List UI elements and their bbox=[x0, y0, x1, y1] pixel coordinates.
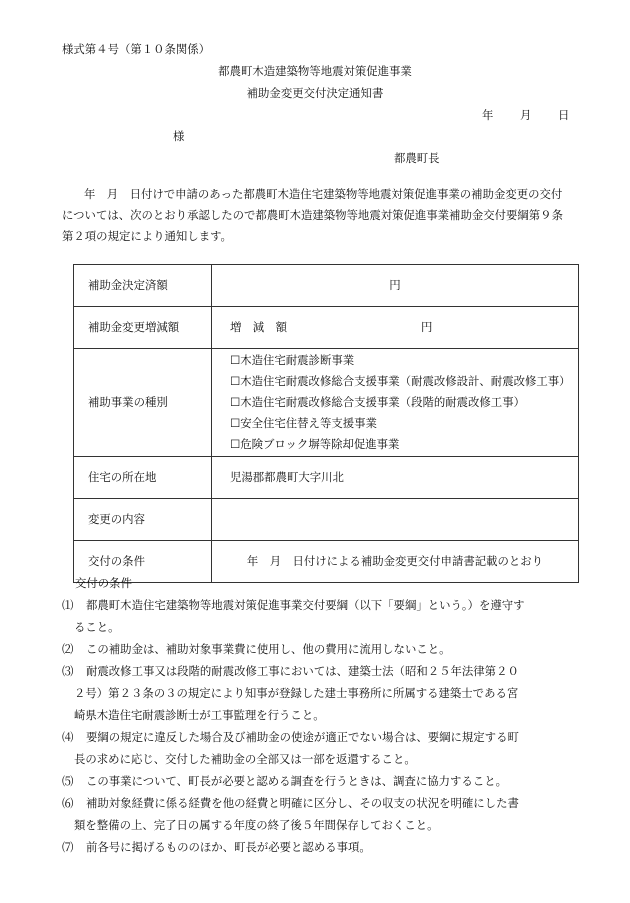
table-row bbox=[74, 349, 579, 457]
item-number: ⑺ bbox=[62, 840, 74, 854]
item-text: この補助金は、補助対象事業費に使用し、他の費用に流用しないこと。 bbox=[86, 642, 451, 656]
issuer-name: 都農町長 bbox=[394, 151, 440, 165]
item-text: 崎県木造住宅耐震診断士が工事監理を行うこと。 bbox=[74, 708, 325, 722]
item-number: ⑹ bbox=[62, 796, 74, 810]
notice-body: 年 月 日付けで申請のあった都農町木造住宅建築物等地震対策促進事業の補助金変更の交付については、次のとおり承認したので都農町木造建築物等地震対策促進事業補助金交付要綱第９条第２項の規定により通知します。 bbox=[62, 187, 563, 243]
row-label: 交付の条件 bbox=[74, 541, 212, 583]
item-text: 耐震改修工事又は段階的耐震改修工事においては、建築士法（昭和２５年法律第２０ bbox=[86, 664, 519, 678]
condition-item-4 bbox=[62, 726, 578, 770]
item-text: この事業について、町長が必要と認める調査を行うときは、調査に協力すること。 bbox=[86, 774, 507, 788]
item-text: 前各号に掲げるもののほか、町長が必要と認める事項。 bbox=[86, 840, 371, 854]
row-label: 補助金変更増減額 bbox=[74, 307, 212, 349]
option-checkbox[interactable]: ☐木造住宅耐震診断事業 bbox=[230, 353, 355, 367]
table-row bbox=[74, 457, 579, 499]
row-label: 変更の内容 bbox=[74, 499, 212, 541]
item-number: ⑶ bbox=[62, 664, 74, 678]
table-row bbox=[74, 265, 579, 307]
item-text: 補助対象経費に係る経費を他の経費と明確に区分し、その収支の状況を明確にした書 bbox=[86, 796, 519, 810]
item-text: ること。 bbox=[74, 620, 120, 634]
form-number: 様式第４号（第１０条関係） bbox=[62, 42, 211, 56]
item-number: ⑸ bbox=[62, 774, 74, 788]
change-amount-unit: 円 bbox=[420, 319, 433, 334]
item-text: 都農町木造住宅建築物等地震対策促進事業交付要綱（以下「要綱」という。）を遵守す bbox=[86, 598, 525, 612]
grant-table bbox=[73, 264, 579, 583]
condition-item-2 bbox=[62, 638, 578, 660]
item-text: 長の求めに応じ、交付した補助金の全部又は一部を返還すること。 bbox=[74, 752, 416, 766]
row-value: 年 月 日付けによる補助金変更交付申請書記載のとおり bbox=[212, 541, 579, 583]
item-text: 要綱の規定に違反した場合及び補助金の使途が適正でない場合は、要綱に規定する町 bbox=[86, 730, 519, 744]
item-number: ⑷ bbox=[62, 730, 74, 744]
row-value bbox=[212, 499, 579, 541]
row-label: 住宅の所在地 bbox=[74, 457, 212, 499]
date-day: 日 bbox=[558, 108, 570, 122]
condition-item-6 bbox=[62, 792, 578, 836]
option-checkbox[interactable]: ☐木造住宅耐震改修総合支援事業（段階的耐震改修工事） bbox=[230, 395, 525, 409]
item-number: ⑵ bbox=[62, 642, 74, 656]
conditions-heading: 交付の条件 bbox=[75, 576, 132, 590]
date-month: 月 bbox=[520, 108, 532, 122]
document-title-line1: 都農町木造建築物等地震対策促進事業 bbox=[218, 64, 412, 78]
option-checkbox[interactable]: ☐安全住宅住替え等支援事業 bbox=[230, 416, 377, 430]
row-value: 円 bbox=[212, 265, 579, 307]
item-text: ２号）第２３条の３の規定により知事が登録した建士事務所に所属する建築士である宮 bbox=[74, 686, 519, 700]
item-number: ⑴ bbox=[62, 598, 74, 612]
issue-date bbox=[482, 110, 569, 121]
condition-item-7 bbox=[62, 836, 578, 858]
row-label: 補助金決定済額 bbox=[74, 265, 212, 307]
document-title-line2: 補助金変更交付決定通知書 bbox=[246, 86, 384, 100]
addressee-suffix: 様 bbox=[173, 129, 185, 143]
table-row bbox=[74, 499, 579, 541]
option-checkbox[interactable]: ☐木造住宅耐震改修総合支援事業（耐震改修設計、耐震改修工事） bbox=[230, 374, 571, 388]
date-year: 年 bbox=[482, 108, 494, 122]
condition-item-1 bbox=[62, 594, 578, 638]
row-value: 児湯郡都農町大字川北 bbox=[212, 457, 579, 499]
project-type-options bbox=[212, 349, 579, 457]
condition-item-5 bbox=[62, 770, 578, 792]
item-text: 類を整備の上、完了日の属する年度の終了後５年間保存しておくこと。 bbox=[74, 818, 439, 832]
table-row bbox=[74, 541, 579, 583]
row-value bbox=[212, 307, 579, 349]
row-label: 補助事業の種別 bbox=[74, 349, 212, 457]
change-amount-label: 増 減 額 bbox=[230, 319, 287, 334]
option-checkbox[interactable]: ☐危険ブロック塀等除却促進事業 bbox=[230, 437, 400, 451]
table-row bbox=[74, 307, 579, 349]
condition-item-3 bbox=[62, 660, 578, 726]
